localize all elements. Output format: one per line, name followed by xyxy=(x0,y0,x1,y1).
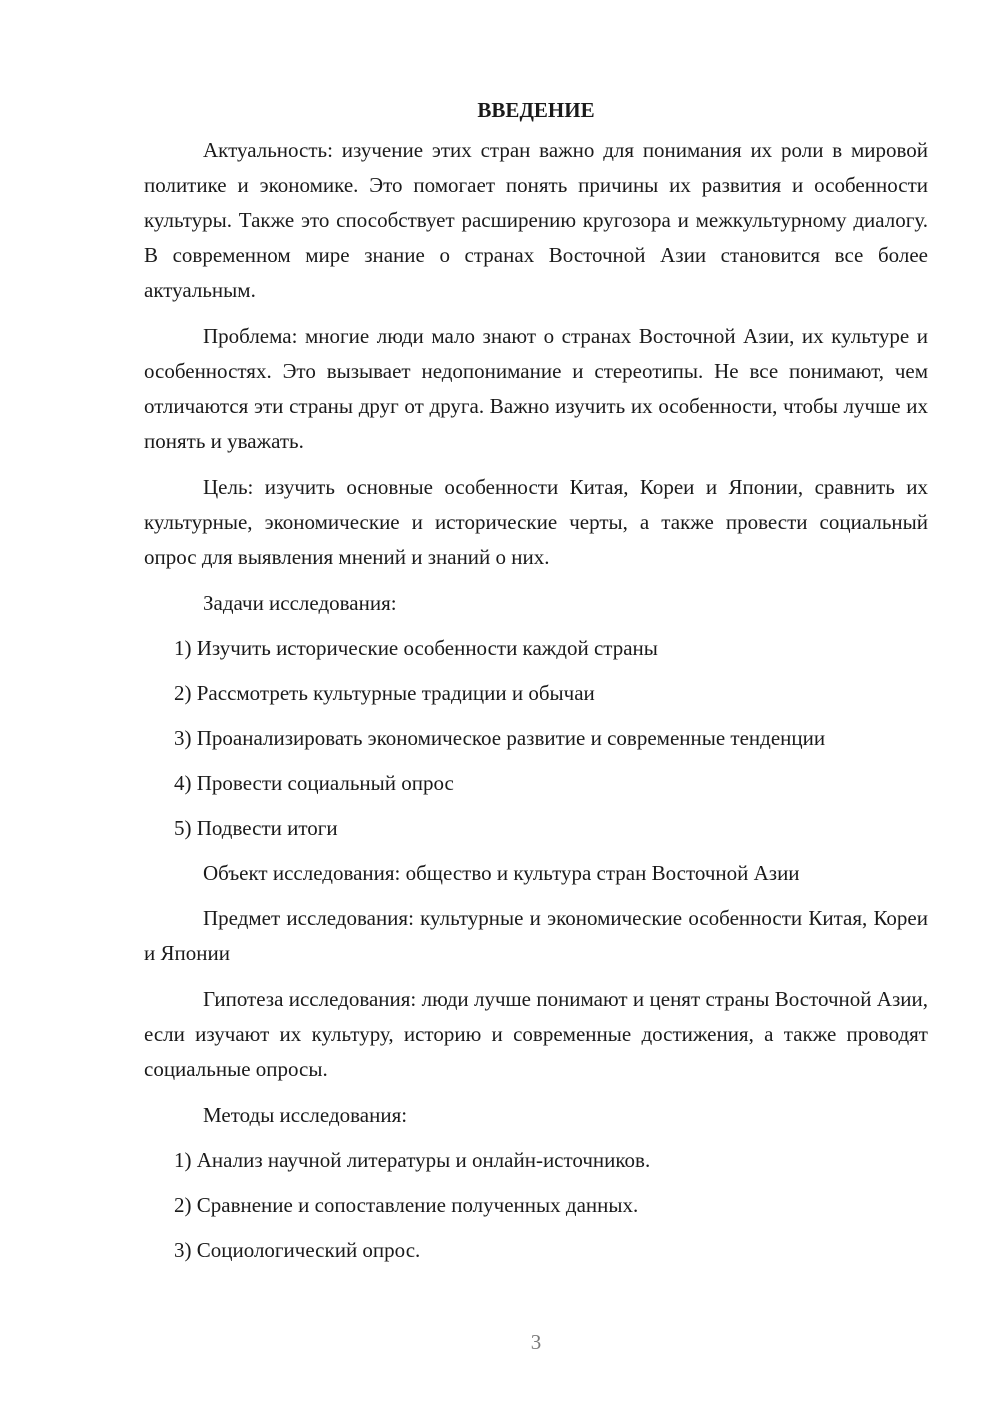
tasks-list xyxy=(144,631,928,846)
section-title: ВВЕДЕНИЕ xyxy=(477,98,595,122)
document-page xyxy=(144,93,928,1278)
page-number: 3 xyxy=(530,1330,542,1354)
list-item: 3) Социологический опрос. xyxy=(174,1238,421,1262)
problem-paragraph: Проблема: многие люди мало знают о странах Восточной Азии, их культуре и особенностях. Это вызывает недопонимание и стереотипы. Не все понимают, чем отличаются эти страны друг от друга. Важно изучить их особенности, чтобы лучше их понять и уважать. xyxy=(144,324,928,453)
list-item: 3) Проанализировать экономическое развитие и современные тенденции xyxy=(174,726,826,750)
object-paragraph: Объект исследования: общество и культура стран Восточной Азии xyxy=(203,861,800,885)
tasks-heading: Задачи исследования: xyxy=(203,591,397,615)
list-item: 5) Подвести итоги xyxy=(174,816,338,840)
relevance-paragraph: Актуальность: изучение этих стран важно для понимания их роли в мировой политике и экономике. Это помогает понять причины их развития и особенности культуры. Также это способствует расширению кругозора и межкультурному диалогу. В современном мире знание о странах Восточной Азии становится все более актуальным. xyxy=(144,138,928,302)
list-item: 1) Анализ научной литературы и онлайн-источников. xyxy=(174,1148,651,1172)
methods-list xyxy=(144,1143,928,1268)
list-item: 4) Провести социальный опрос xyxy=(174,771,454,795)
hypothesis-paragraph: Гипотеза исследования: люди лучше понимают и ценят страны Восточной Азии, если изучают их культуру, историю и современные достижения, а также проводят социальные опросы. xyxy=(144,987,928,1081)
list-item: 2) Сравнение и сопоставление полученных данных. xyxy=(174,1193,639,1217)
list-item: 2) Рассмотреть культурные традиции и обычаи xyxy=(174,681,595,705)
list-item: 1) Изучить исторические особенности каждой страны xyxy=(174,636,658,660)
methods-heading: Методы исследования: xyxy=(203,1103,408,1127)
subject-paragraph: Предмет исследования: культурные и экономические особенности Китая, Кореи и Японии xyxy=(144,906,928,965)
goal-paragraph: Цель: изучить основные особенности Китая, Кореи и Японии, сравнить их культурные, экономические и исторические черты, а также провести социальный опрос для выявления мнений и знаний о них. xyxy=(144,475,928,569)
